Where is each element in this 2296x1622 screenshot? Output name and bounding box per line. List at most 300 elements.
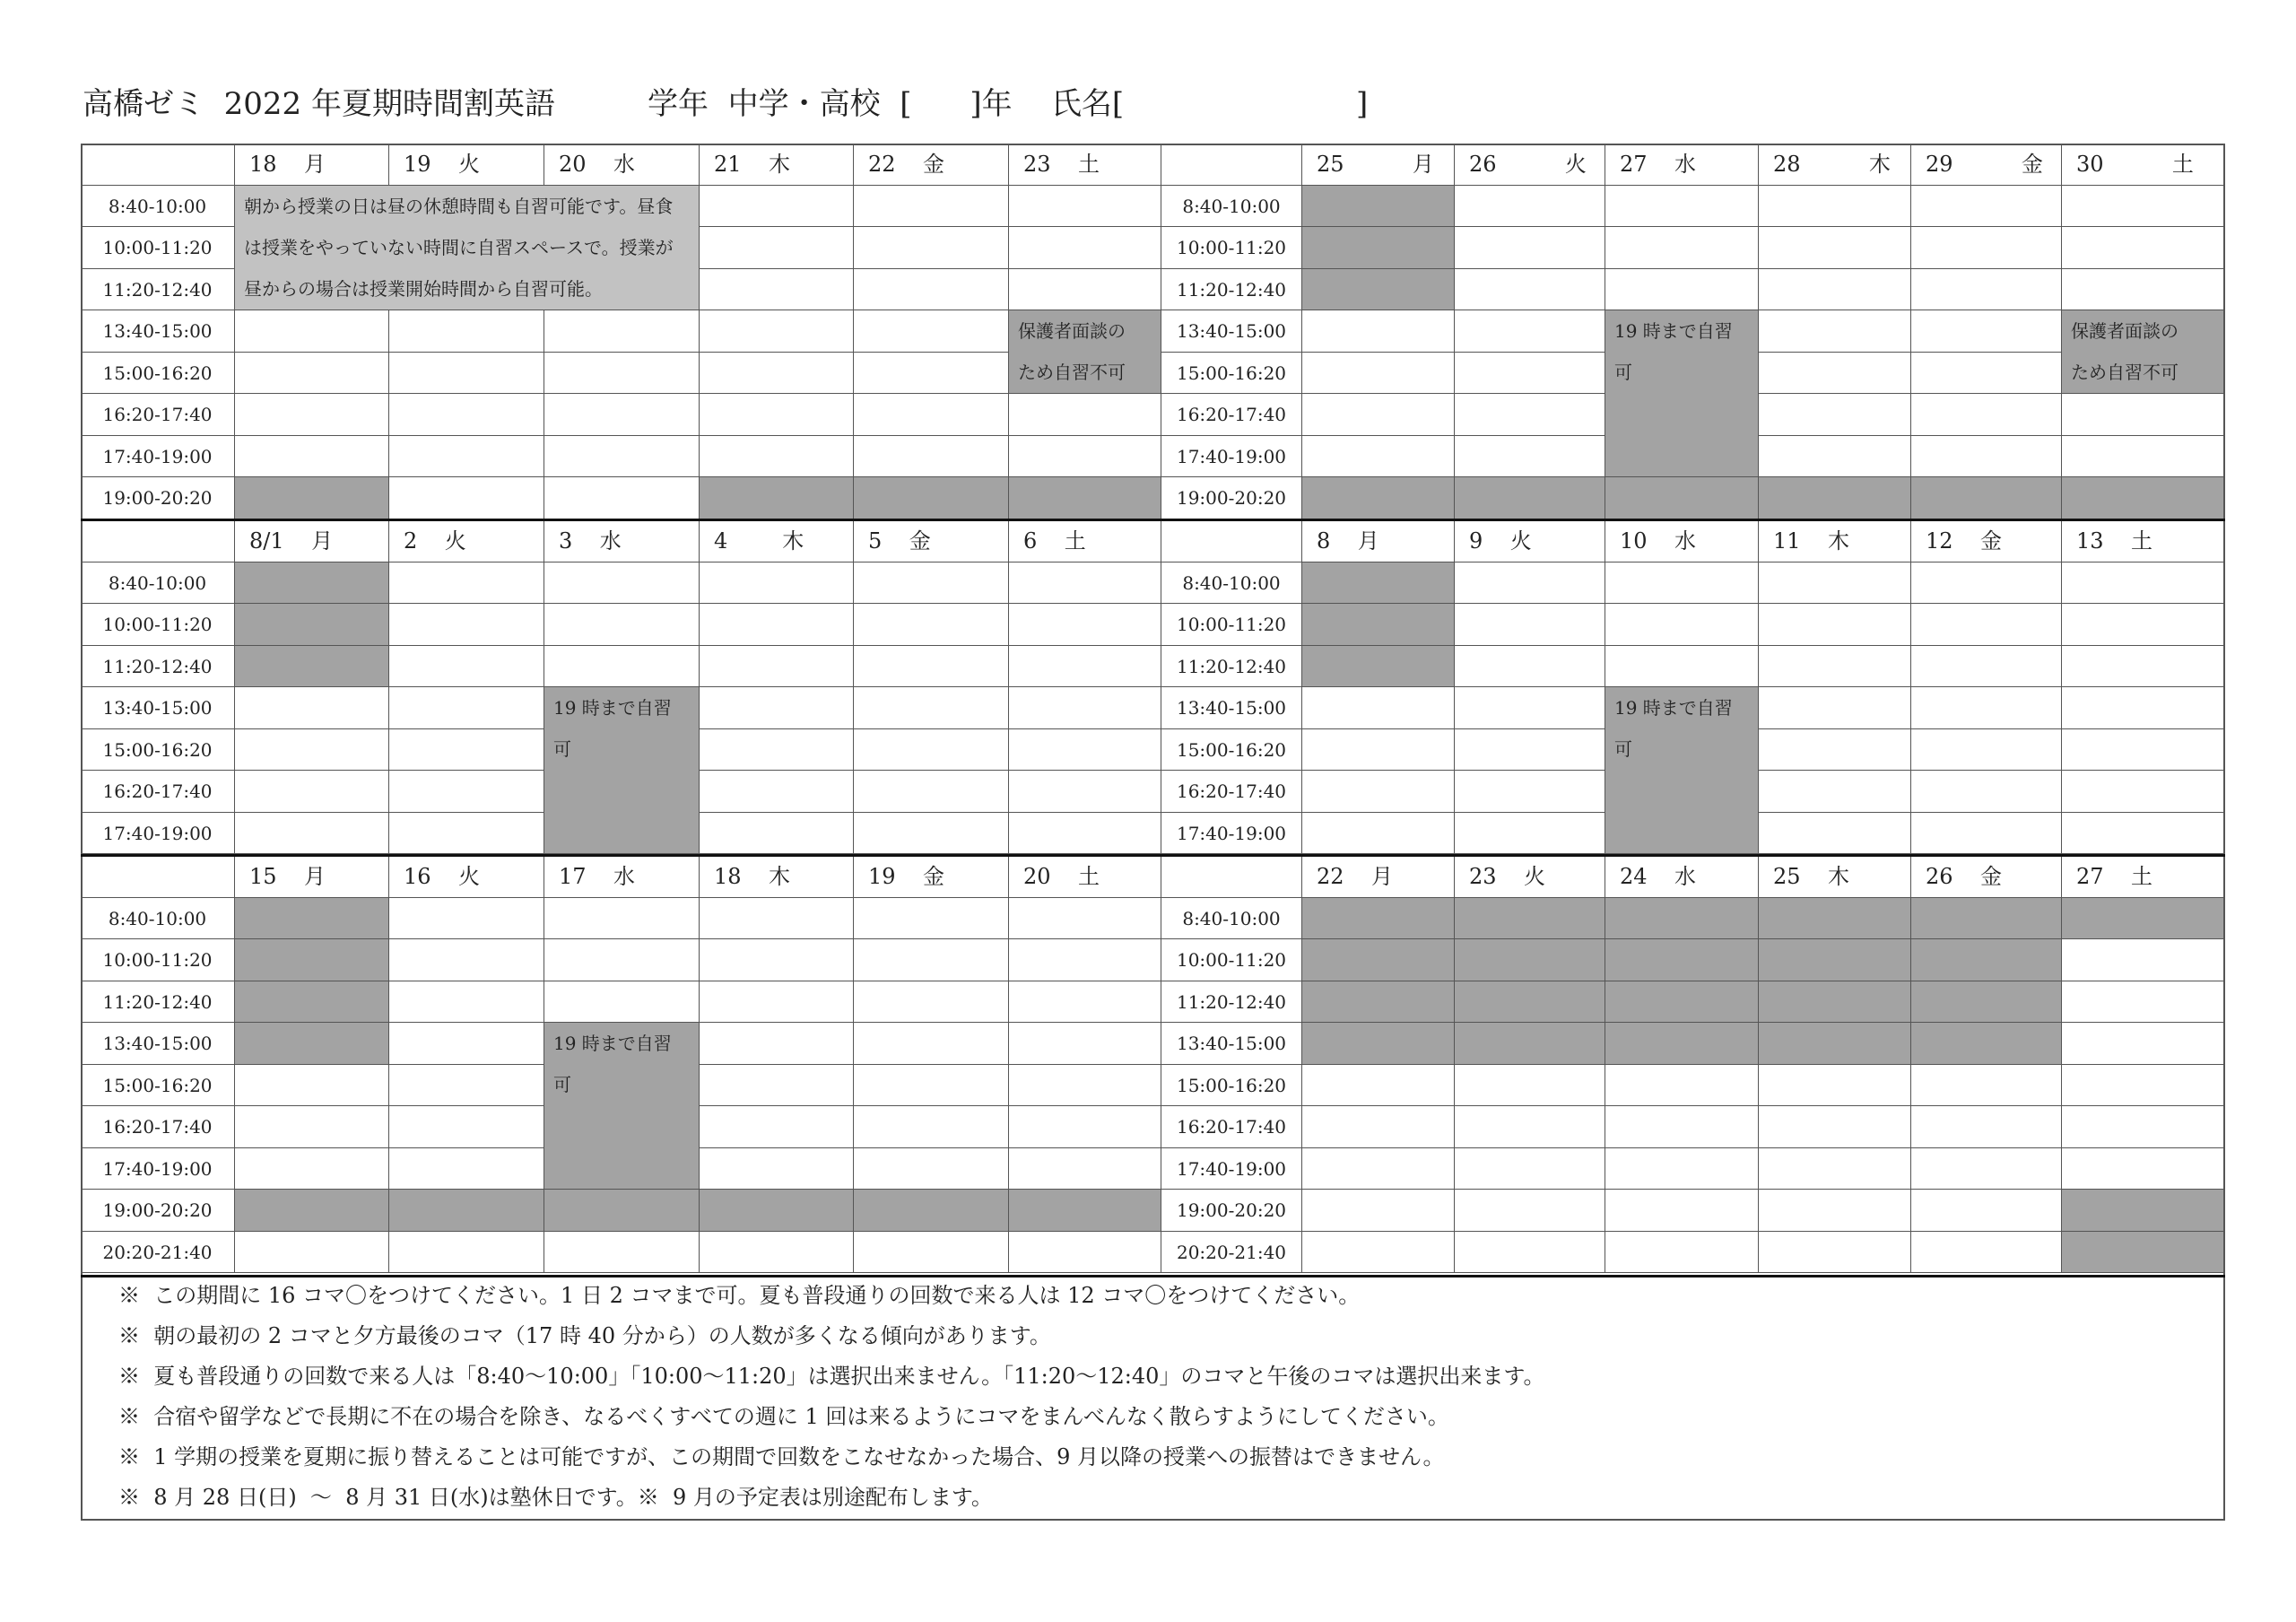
note-line: ため自習不可 xyxy=(2071,362,2179,383)
slot-cell xyxy=(1009,1190,1161,1232)
slot-cell xyxy=(2062,1106,2225,1148)
slot-cell xyxy=(1911,1190,2062,1232)
day-header: 23 土 xyxy=(1009,144,1161,186)
time-slot: 20:20-21:40 xyxy=(1161,1232,1302,1274)
slot-cell xyxy=(1009,227,1161,269)
slot-cell xyxy=(1455,1065,1605,1107)
slot-cell xyxy=(1455,939,1605,981)
slot-cell xyxy=(1302,394,1455,436)
week-separator xyxy=(81,1275,2225,1278)
slot-cell xyxy=(1911,227,2062,269)
slot-cell xyxy=(2062,186,2225,228)
note-line: 19 時まで自習 xyxy=(553,1033,672,1054)
slot-cell xyxy=(700,394,854,436)
slot-cell xyxy=(1009,1148,1161,1190)
slot-cell xyxy=(1009,898,1161,940)
slot-cell xyxy=(235,1190,389,1232)
day-header: 5 金 xyxy=(854,520,1009,562)
slot-cell xyxy=(1911,477,2062,519)
slot-cell xyxy=(1759,477,1911,519)
time-slot: 10:00-11:20 xyxy=(1161,604,1302,646)
note-line: ため自習不可 xyxy=(1018,362,1126,383)
slot-cell xyxy=(1759,939,1911,981)
slot-cell xyxy=(854,1023,1009,1065)
slot-cell xyxy=(854,310,1009,353)
footer-note: ※ 8 月 28 日(日) ～ 8 月 31 日(水)は塾休日です。※ 9 月の予定表は別途配布します。 xyxy=(118,1485,993,1510)
slot-cell xyxy=(1455,310,1605,353)
slot-cell xyxy=(2062,436,2225,478)
slot-cell xyxy=(1302,1106,1455,1148)
slot-cell xyxy=(1911,1106,2062,1148)
slot-cell xyxy=(1911,310,2062,353)
slot-cell xyxy=(1605,269,1759,311)
slot-cell xyxy=(235,646,389,688)
day-header: 3 水 xyxy=(544,520,700,562)
slot-cell xyxy=(1605,1232,1759,1274)
slot-cell xyxy=(2062,687,2225,729)
slot-cell xyxy=(1009,1065,1161,1107)
slot-cell xyxy=(1455,813,1605,855)
week-separator xyxy=(81,854,2225,857)
slot-cell xyxy=(389,477,544,519)
slot-cell xyxy=(544,477,700,519)
grade-name-fields: 学年 中学・高校 [ ]年 氏名[ xyxy=(648,86,1125,122)
note-line: 19 時まで自習 xyxy=(1614,320,1733,342)
footer-note: ※ この期間に 16 コマ〇をつけてください。1 日 2 コマまで可。夏も普段通りの回数で来る人は 12 コマ〇をつけてください。 xyxy=(118,1283,1361,1308)
slot-cell xyxy=(1759,1148,1911,1190)
slot-cell xyxy=(1911,646,2062,688)
time-slot: 10:00-11:20 xyxy=(1161,939,1302,981)
time-slot: 10:00-11:20 xyxy=(81,939,235,981)
time-slot: 11:20-12:40 xyxy=(81,646,235,688)
slot-cell xyxy=(1302,687,1455,729)
slot-cell xyxy=(1605,562,1759,605)
slot-cell xyxy=(700,687,854,729)
slot-cell xyxy=(1911,353,2062,395)
slot-cell xyxy=(2062,898,2225,940)
slot-cell xyxy=(1302,269,1455,311)
slot-cell xyxy=(2062,646,2225,688)
slot-cell xyxy=(1302,981,1455,1024)
header-corner xyxy=(81,856,235,898)
slot-cell xyxy=(1605,1106,1759,1148)
slot-cell xyxy=(389,813,544,855)
slot-cell xyxy=(1302,353,1455,395)
slot-cell xyxy=(700,981,854,1024)
slot-cell xyxy=(1009,562,1161,605)
note-cell xyxy=(1605,687,1759,854)
slot-cell xyxy=(1009,477,1161,519)
slot-cell xyxy=(2062,1023,2225,1065)
slot-cell xyxy=(544,981,700,1024)
footer-note: ※ 朝の最初の 2 コマと夕方最後のコマ（17 時 40 分から）の人数が多くなる傾向があります。 xyxy=(118,1323,1051,1348)
note-cell xyxy=(235,186,700,311)
slot-cell xyxy=(1302,604,1455,646)
slot-cell xyxy=(544,939,700,981)
slot-cell xyxy=(1759,394,1911,436)
time-slot: 8:40-10:00 xyxy=(81,186,235,228)
slot-cell xyxy=(2062,562,2225,605)
time-slot: 17:40-19:00 xyxy=(81,436,235,478)
slot-cell xyxy=(2062,1190,2225,1232)
slot-cell xyxy=(1455,269,1605,311)
header-corner xyxy=(81,144,235,186)
slot-cell xyxy=(1302,898,1455,940)
day-header: 2 火 xyxy=(389,520,544,562)
slot-cell xyxy=(1455,771,1605,813)
slot-cell xyxy=(1009,729,1161,772)
time-slot: 13:40-15:00 xyxy=(1161,310,1302,353)
slot-cell xyxy=(235,310,389,353)
slot-cell xyxy=(854,604,1009,646)
slot-cell xyxy=(235,939,389,981)
slot-cell xyxy=(700,186,854,228)
slot-cell xyxy=(2062,981,2225,1024)
slot-cell xyxy=(1455,477,1605,519)
slot-cell xyxy=(1302,310,1455,353)
slot-cell xyxy=(700,269,854,311)
day-header: 25 木 xyxy=(1759,856,1911,898)
sheet-header xyxy=(83,83,2235,126)
slot-cell xyxy=(1302,227,1455,269)
slot-cell xyxy=(544,310,700,353)
slot-cell xyxy=(1759,269,1911,311)
slot-cell xyxy=(1759,813,1911,855)
day-header: 8/1 月 xyxy=(235,520,389,562)
slot-cell xyxy=(854,981,1009,1024)
slot-cell xyxy=(235,1148,389,1190)
slot-cell xyxy=(1759,1065,1911,1107)
day-header: 6 土 xyxy=(1009,520,1161,562)
slot-cell xyxy=(1009,1106,1161,1148)
slot-cell xyxy=(700,604,854,646)
slot-cell xyxy=(1455,981,1605,1024)
slot-cell xyxy=(1455,353,1605,395)
slot-cell xyxy=(389,562,544,605)
day-header: 10 水 xyxy=(1605,520,1759,562)
slot-cell xyxy=(1911,1065,2062,1107)
slot-cell xyxy=(389,353,544,395)
slot-cell xyxy=(1911,813,2062,855)
slot-cell xyxy=(2062,604,2225,646)
slot-cell xyxy=(854,687,1009,729)
slot-cell xyxy=(544,1190,700,1232)
slot-cell xyxy=(2062,1232,2225,1274)
time-slot: 13:40-15:00 xyxy=(81,310,235,353)
slot-cell xyxy=(1302,646,1455,688)
slot-cell xyxy=(1455,1023,1605,1065)
slot-cell xyxy=(235,353,389,395)
slot-cell xyxy=(1009,604,1161,646)
slot-cell xyxy=(700,771,854,813)
slot-cell xyxy=(700,1106,854,1148)
slot-cell xyxy=(1302,729,1455,772)
day-header: 16 火 xyxy=(389,856,544,898)
time-slot: 11:20-12:40 xyxy=(1161,981,1302,1024)
slot-cell xyxy=(389,687,544,729)
slot-cell xyxy=(1455,1190,1605,1232)
time-slot: 20:20-21:40 xyxy=(81,1232,235,1274)
slot-cell xyxy=(1302,477,1455,519)
slot-cell xyxy=(544,436,700,478)
slot-cell xyxy=(389,1065,544,1107)
day-header: 22 月 xyxy=(1302,856,1455,898)
time-slot: 17:40-19:00 xyxy=(1161,436,1302,478)
time-slot: 16:20-17:40 xyxy=(1161,771,1302,813)
slot-cell xyxy=(389,729,544,772)
slot-cell xyxy=(1455,646,1605,688)
day-header: 13 土 xyxy=(2062,520,2225,562)
slot-cell xyxy=(1302,1232,1455,1274)
note-cell xyxy=(544,1023,700,1190)
time-slot: 8:40-10:00 xyxy=(1161,562,1302,605)
time-slot: 11:20-12:40 xyxy=(1161,269,1302,311)
slot-cell xyxy=(235,604,389,646)
slot-cell xyxy=(389,1106,544,1148)
note-cell xyxy=(1009,310,1161,394)
header-corner xyxy=(1161,856,1302,898)
note-line: 朝から授業の日は昼の休憩時間も自習可能です。昼食 xyxy=(244,195,674,217)
slot-cell xyxy=(235,729,389,772)
slot-cell xyxy=(1009,687,1161,729)
slot-cell xyxy=(2062,729,2225,772)
day-header: 30 土 xyxy=(2062,144,2225,186)
slot-cell xyxy=(1302,436,1455,478)
slot-cell xyxy=(1302,1065,1455,1107)
slot-cell xyxy=(1605,1190,1759,1232)
slot-cell xyxy=(544,394,700,436)
week-separator xyxy=(81,519,2225,521)
slot-cell xyxy=(854,939,1009,981)
slot-cell xyxy=(544,562,700,605)
day-header: 18 月 xyxy=(235,144,389,186)
day-header: 24 水 xyxy=(1605,856,1759,898)
slot-cell xyxy=(854,1148,1009,1190)
slot-cell xyxy=(1759,687,1911,729)
slot-cell xyxy=(2062,939,2225,981)
slot-cell xyxy=(1009,1232,1161,1274)
slot-cell xyxy=(2062,227,2225,269)
slot-cell xyxy=(700,1148,854,1190)
day-header: 18 木 xyxy=(700,856,854,898)
slot-cell xyxy=(1455,186,1605,228)
slot-cell xyxy=(389,771,544,813)
slot-cell xyxy=(235,1106,389,1148)
slot-cell xyxy=(235,771,389,813)
slot-cell xyxy=(1009,1023,1161,1065)
time-slot: 16:20-17:40 xyxy=(81,771,235,813)
slot-cell xyxy=(1605,646,1759,688)
time-slot: 13:40-15:00 xyxy=(1161,687,1302,729)
slot-cell xyxy=(700,477,854,519)
slot-cell xyxy=(854,394,1009,436)
slot-cell xyxy=(1455,1148,1605,1190)
day-header: 20 土 xyxy=(1009,856,1161,898)
slot-cell xyxy=(1302,939,1455,981)
time-slot: 13:40-15:00 xyxy=(81,1023,235,1065)
slot-cell xyxy=(1759,1023,1911,1065)
slot-cell xyxy=(389,981,544,1024)
slot-cell xyxy=(854,729,1009,772)
slot-cell xyxy=(854,1190,1009,1232)
note-line: 可 xyxy=(553,738,571,760)
slot-cell xyxy=(854,269,1009,311)
slot-cell xyxy=(2062,1065,2225,1107)
slot-cell xyxy=(1911,394,2062,436)
time-slot: 11:20-12:40 xyxy=(81,981,235,1024)
note-line: 保護者面談の xyxy=(2071,320,2179,342)
day-header: 27 水 xyxy=(1605,144,1759,186)
slot-cell xyxy=(389,1023,544,1065)
time-slot: 16:20-17:40 xyxy=(1161,394,1302,436)
slot-cell xyxy=(1455,394,1605,436)
slot-cell xyxy=(854,436,1009,478)
slot-cell xyxy=(1759,729,1911,772)
slot-cell xyxy=(854,477,1009,519)
slot-cell xyxy=(700,729,854,772)
time-slot: 15:00-16:20 xyxy=(1161,353,1302,395)
time-slot: 17:40-19:00 xyxy=(1161,813,1302,855)
slot-cell xyxy=(235,898,389,940)
slot-cell xyxy=(1455,1106,1605,1148)
slot-cell xyxy=(1302,562,1455,605)
day-header: 22 金 xyxy=(854,144,1009,186)
name-field-close: ] xyxy=(1356,86,1369,122)
slot-cell xyxy=(2062,1148,2225,1190)
slot-cell xyxy=(854,186,1009,228)
slot-cell xyxy=(2062,477,2225,519)
slot-cell xyxy=(544,604,700,646)
time-slot: 19:00-20:20 xyxy=(81,1190,235,1232)
note-line: 19 時まで自習 xyxy=(1614,697,1733,719)
slot-cell xyxy=(389,310,544,353)
slot-cell xyxy=(1302,186,1455,228)
time-slot: 17:40-19:00 xyxy=(81,813,235,855)
slot-cell xyxy=(1009,269,1161,311)
day-header: 15 月 xyxy=(235,856,389,898)
day-header: 8 月 xyxy=(1302,520,1455,562)
slot-cell xyxy=(854,353,1009,395)
footer-note: ※ 1 学期の授業を夏期に振り替えることは可能ですが、この期間で回数をこなせなかった場合、9 月以降の授業への振替はできません。 xyxy=(118,1444,1445,1469)
slot-cell xyxy=(1302,1148,1455,1190)
slot-cell xyxy=(1605,227,1759,269)
slot-cell xyxy=(700,898,854,940)
slot-cell xyxy=(389,394,544,436)
day-header: 17 水 xyxy=(544,856,700,898)
slot-cell xyxy=(1911,604,2062,646)
time-slot: 8:40-10:00 xyxy=(1161,186,1302,228)
time-slot: 15:00-16:20 xyxy=(81,729,235,772)
note-line: は授業をやっていない時間に自習スペースで。授業が xyxy=(244,236,674,258)
slot-cell xyxy=(1605,1023,1759,1065)
slot-cell xyxy=(1911,771,2062,813)
slot-cell xyxy=(1759,186,1911,228)
note-line: 可 xyxy=(553,1074,571,1095)
slot-cell xyxy=(700,939,854,981)
slot-cell xyxy=(235,1232,389,1274)
slot-cell xyxy=(235,1065,389,1107)
slot-cell xyxy=(1455,562,1605,605)
time-slot: 19:00-20:20 xyxy=(1161,1190,1302,1232)
slot-cell xyxy=(1302,771,1455,813)
time-slot: 10:00-11:20 xyxy=(81,227,235,269)
slot-cell xyxy=(1009,771,1161,813)
slot-cell xyxy=(1759,898,1911,940)
footer-notes xyxy=(118,1276,2181,1518)
day-header: 11 木 xyxy=(1759,520,1911,562)
day-header: 27 土 xyxy=(2062,856,2225,898)
slot-cell xyxy=(1455,898,1605,940)
slot-cell xyxy=(2062,813,2225,855)
slot-cell xyxy=(1455,1232,1605,1274)
slot-cell xyxy=(544,353,700,395)
time-slot: 16:20-17:40 xyxy=(81,1106,235,1148)
note-cell xyxy=(2062,310,2225,394)
day-header: 19 火 xyxy=(389,144,544,186)
slot-cell xyxy=(1759,353,1911,395)
time-slot: 17:40-19:00 xyxy=(81,1148,235,1190)
slot-cell xyxy=(1911,898,2062,940)
slot-cell xyxy=(854,813,1009,855)
slot-cell xyxy=(700,646,854,688)
time-slot: 15:00-16:20 xyxy=(81,353,235,395)
slot-cell xyxy=(1911,562,2062,605)
slot-cell xyxy=(1009,981,1161,1024)
slot-cell xyxy=(1759,604,1911,646)
slot-cell xyxy=(2062,394,2225,436)
slot-cell xyxy=(389,939,544,981)
slot-cell xyxy=(1605,898,1759,940)
time-slot: 8:40-10:00 xyxy=(81,562,235,605)
slot-cell xyxy=(235,394,389,436)
slot-cell xyxy=(1759,981,1911,1024)
slot-cell xyxy=(1009,186,1161,228)
slot-cell xyxy=(1455,227,1605,269)
slot-cell xyxy=(1759,310,1911,353)
time-slot: 17:40-19:00 xyxy=(1161,1148,1302,1190)
slot-cell xyxy=(1911,939,2062,981)
slot-cell xyxy=(389,1190,544,1232)
slot-cell xyxy=(854,1232,1009,1274)
slot-cell xyxy=(1605,477,1759,519)
slot-cell xyxy=(235,813,389,855)
header-corner xyxy=(1161,144,1302,186)
slot-cell xyxy=(854,771,1009,813)
slot-cell xyxy=(389,604,544,646)
slot-cell xyxy=(1302,1023,1455,1065)
day-header: 26 金 xyxy=(1911,856,2062,898)
time-slot: 11:20-12:40 xyxy=(1161,646,1302,688)
slot-cell xyxy=(2062,771,2225,813)
slot-cell xyxy=(700,310,854,353)
slot-cell xyxy=(1759,1232,1911,1274)
footer-note: ※ 夏も普段通りの回数で来る人は「8:40～10:00」「10:00～11:20」は選択出来ません。「11:20～12:40」のコマと午後のコマは選択出来ます。 xyxy=(118,1364,1545,1389)
time-slot: 16:20-17:40 xyxy=(1161,1106,1302,1148)
day-header: 29 金 xyxy=(1911,144,2062,186)
note-line: 可 xyxy=(1614,362,1632,383)
slot-cell xyxy=(235,477,389,519)
slot-cell xyxy=(1911,269,2062,311)
slot-cell xyxy=(1911,436,2062,478)
slot-cell xyxy=(235,562,389,605)
slot-cell xyxy=(1911,1023,2062,1065)
slot-cell xyxy=(1605,604,1759,646)
slot-cell xyxy=(389,1148,544,1190)
slot-cell xyxy=(1009,939,1161,981)
slot-cell xyxy=(854,1065,1009,1107)
slot-cell xyxy=(854,1106,1009,1148)
time-slot: 8:40-10:00 xyxy=(1161,898,1302,940)
